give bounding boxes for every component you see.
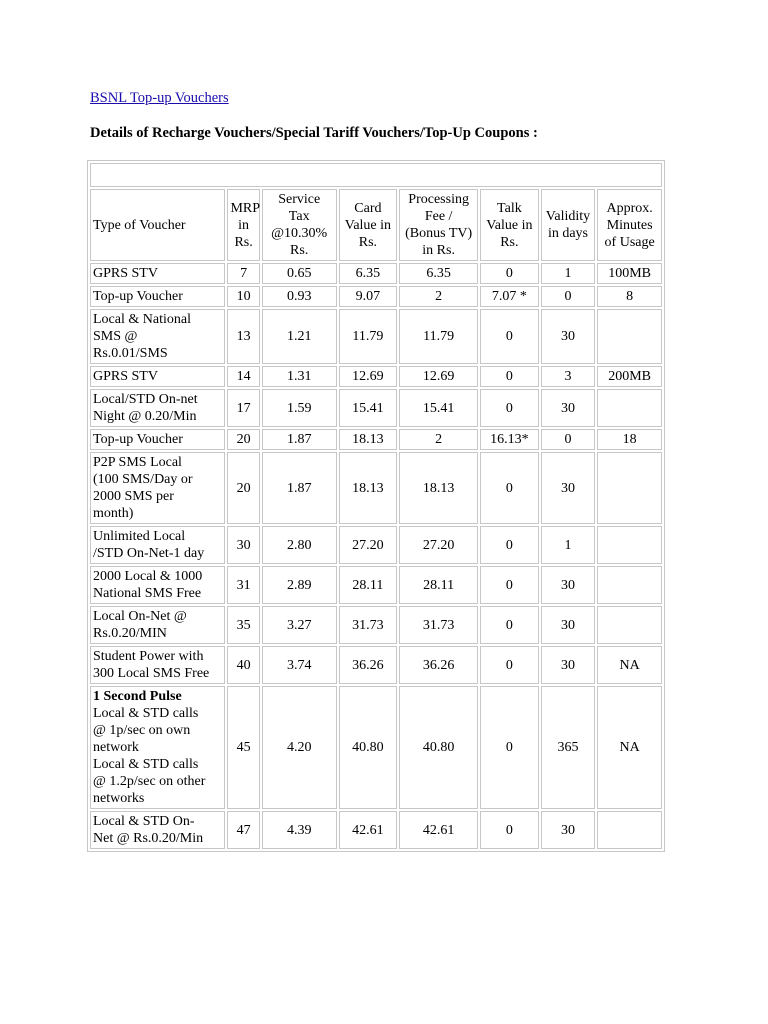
talk-cell: 0 bbox=[480, 606, 539, 644]
mrp-cell: 10 bbox=[227, 286, 259, 307]
minutes-cell: 8 bbox=[597, 286, 662, 307]
talk-cell: 0 bbox=[480, 686, 539, 809]
validity-cell: 30 bbox=[541, 566, 596, 604]
fee-cell: 40.80 bbox=[399, 686, 478, 809]
fee-cell: 42.61 bbox=[399, 811, 478, 849]
voucher-type-line: GPRS STV bbox=[93, 266, 158, 281]
voucher-type-line: 300 Local SMS Free bbox=[93, 666, 210, 681]
voucher-type-line: National SMS Free bbox=[93, 586, 202, 601]
validity-cell: 0 bbox=[541, 429, 596, 450]
voucher-type-cell bbox=[90, 429, 225, 450]
minutes-cell: NA bbox=[597, 686, 662, 809]
minutes-cell bbox=[597, 389, 662, 427]
header-line: Talk bbox=[497, 200, 522, 216]
tax-cell: 3.27 bbox=[262, 606, 337, 644]
voucher-type-line: @ 1p/sec on own bbox=[93, 723, 191, 738]
header-line: of Usage bbox=[604, 234, 655, 250]
validity-cell: 0 bbox=[541, 286, 596, 307]
card-cell: 40.80 bbox=[339, 686, 398, 809]
card-cell: 15.41 bbox=[339, 389, 398, 427]
fee-cell: 28.11 bbox=[399, 566, 478, 604]
voucher-type-line: Local/STD On-net bbox=[93, 392, 198, 407]
voucher-type-line: Student Power with bbox=[93, 649, 204, 664]
bsnl-top-up-vouchers-link[interactable]: BSNL Top-up Vouchers bbox=[90, 90, 229, 106]
header-line: Processing bbox=[408, 192, 469, 207]
mrp-cell: 13 bbox=[227, 309, 259, 364]
header-line: Value in bbox=[486, 217, 533, 233]
card-cell: 12.69 bbox=[339, 366, 398, 387]
header-mrp bbox=[227, 189, 259, 261]
minutes-cell bbox=[597, 811, 662, 849]
tax-cell: 3.74 bbox=[262, 646, 337, 684]
talk-cell: 16.13* bbox=[480, 429, 539, 450]
voucher-type-line: Top-up Voucher bbox=[93, 289, 183, 304]
validity-cell: 30 bbox=[541, 389, 596, 427]
header-card bbox=[339, 189, 398, 261]
table-row bbox=[90, 452, 662, 524]
voucher-type-cell bbox=[90, 263, 225, 284]
voucher-type-line: 2000 SMS per bbox=[93, 489, 174, 504]
voucher-type-cell bbox=[90, 566, 225, 604]
header-type bbox=[90, 189, 225, 261]
fee-cell: 31.73 bbox=[399, 606, 478, 644]
mrp-cell: 14 bbox=[227, 366, 259, 387]
voucher-type-line: /STD On-Net-1 day bbox=[93, 546, 205, 561]
talk-cell: 0 bbox=[480, 366, 539, 387]
minutes-cell: NA bbox=[597, 646, 662, 684]
minutes-cell: 200MB bbox=[597, 366, 662, 387]
tax-cell: 1.21 bbox=[262, 309, 337, 364]
header-line: in bbox=[238, 217, 250, 233]
table-row bbox=[90, 429, 662, 450]
voucher-type-cell bbox=[90, 686, 225, 809]
header-tax bbox=[262, 189, 337, 261]
header-fee bbox=[399, 189, 478, 261]
header-validity bbox=[541, 189, 596, 261]
talk-cell: 0 bbox=[480, 263, 539, 284]
table-row bbox=[90, 263, 662, 284]
header-line: Service bbox=[278, 192, 321, 207]
voucher-type-cell bbox=[90, 452, 225, 524]
card-cell: 36.26 bbox=[339, 646, 398, 684]
mrp-cell: 30 bbox=[227, 526, 259, 564]
header-talk bbox=[480, 189, 539, 261]
tax-cell: 1.59 bbox=[262, 389, 337, 427]
tax-cell: 4.20 bbox=[262, 686, 337, 809]
voucher-type-line: 1 Second Pulse bbox=[93, 689, 182, 704]
talk-cell: 0 bbox=[480, 452, 539, 524]
voucher-type-line: Local On-Net @ bbox=[93, 609, 187, 624]
fee-cell: 2 bbox=[399, 429, 478, 450]
header-line: MRP bbox=[230, 200, 261, 216]
fee-cell: 6.35 bbox=[399, 263, 478, 284]
voucher-type-cell bbox=[90, 606, 225, 644]
header-line: in Rs. bbox=[422, 243, 455, 258]
mrp-cell: 31 bbox=[227, 566, 259, 604]
voucher-type-line: (100 SMS/Day or bbox=[93, 472, 193, 487]
minutes-cell bbox=[597, 452, 662, 524]
voucher-type-line: Local & STD calls bbox=[93, 706, 199, 721]
talk-cell: 0 bbox=[480, 646, 539, 684]
table-row bbox=[90, 811, 662, 849]
header-line: Validity bbox=[545, 209, 591, 224]
voucher-table bbox=[87, 160, 665, 852]
mrp-cell: 47 bbox=[227, 811, 259, 849]
voucher-type-cell bbox=[90, 286, 225, 307]
minutes-cell bbox=[597, 526, 662, 564]
minutes-cell: 18 bbox=[597, 429, 662, 450]
table-row bbox=[90, 606, 662, 644]
talk-cell: 0 bbox=[480, 309, 539, 364]
voucher-type-cell bbox=[90, 389, 225, 427]
fee-cell: 15.41 bbox=[399, 389, 478, 427]
header-line: Rs. bbox=[290, 243, 309, 258]
tax-cell: 0.93 bbox=[262, 286, 337, 307]
voucher-type-line: networks bbox=[93, 791, 145, 806]
mrp-cell: 17 bbox=[227, 389, 259, 427]
talk-cell: 0 bbox=[480, 566, 539, 604]
validity-cell: 3 bbox=[541, 366, 596, 387]
validity-cell: 30 bbox=[541, 606, 596, 644]
fee-cell: 2 bbox=[399, 286, 478, 307]
table-row bbox=[90, 286, 662, 307]
validity-cell: 365 bbox=[541, 686, 596, 809]
minutes-cell bbox=[597, 566, 662, 604]
card-cell: 6.35 bbox=[339, 263, 398, 284]
card-cell: 18.13 bbox=[339, 452, 398, 524]
table-header-row bbox=[90, 189, 662, 261]
voucher-type-line: Local & STD calls bbox=[93, 757, 199, 772]
voucher-type-line: Net @ Rs.0.20/Min bbox=[93, 831, 204, 846]
header-line: Tax bbox=[288, 209, 310, 224]
table-row bbox=[90, 389, 662, 427]
table-row bbox=[90, 686, 662, 809]
fee-cell: 18.13 bbox=[399, 452, 478, 524]
voucher-type-line: Local & STD On- bbox=[93, 814, 195, 829]
table-row bbox=[90, 526, 662, 564]
fee-cell: 27.20 bbox=[399, 526, 478, 564]
header-line: (Bonus TV) bbox=[405, 226, 473, 241]
fee-cell: 12.69 bbox=[399, 366, 478, 387]
tax-cell: 2.89 bbox=[262, 566, 337, 604]
validity-cell: 30 bbox=[541, 646, 596, 684]
voucher-type-line: P2P SMS Local bbox=[93, 455, 182, 470]
validity-cell: 1 bbox=[541, 526, 596, 564]
header-line: Rs. bbox=[358, 234, 378, 250]
tax-cell: 2.80 bbox=[262, 526, 337, 564]
voucher-table-body bbox=[90, 163, 662, 849]
voucher-type-line: network bbox=[93, 740, 139, 755]
table-row bbox=[90, 309, 662, 364]
validity-cell: 1 bbox=[541, 263, 596, 284]
voucher-type-line: Local & National bbox=[93, 312, 191, 327]
card-cell: 42.61 bbox=[339, 811, 398, 849]
page-heading: Details of Recharge Vouchers/Special Tariff Vouchers/Top-Up Coupons : bbox=[90, 125, 538, 141]
card-cell: 11.79 bbox=[339, 309, 398, 364]
voucher-type-line: Night @ 0.20/Min bbox=[93, 409, 197, 424]
header-line: Minutes bbox=[606, 217, 653, 233]
card-cell: 9.07 bbox=[339, 286, 398, 307]
tax-cell: 1.31 bbox=[262, 366, 337, 387]
voucher-type-line: Top-up Voucher bbox=[93, 432, 183, 447]
voucher-type-line: Unlimited Local bbox=[93, 529, 186, 544]
talk-cell: 0 bbox=[480, 389, 539, 427]
validity-cell: 30 bbox=[541, 452, 596, 524]
talk-cell: 7.07 * bbox=[480, 286, 539, 307]
talk-cell: 0 bbox=[480, 526, 539, 564]
validity-cell: 30 bbox=[541, 811, 596, 849]
blank-cell bbox=[90, 163, 662, 187]
mrp-cell: 20 bbox=[227, 429, 259, 450]
table-row bbox=[90, 646, 662, 684]
voucher-type-cell bbox=[90, 366, 225, 387]
voucher-type-cell bbox=[90, 811, 225, 849]
tax-cell: 0.65 bbox=[262, 263, 337, 284]
mrp-cell: 45 bbox=[227, 686, 259, 809]
voucher-type-line: SMS @ bbox=[93, 329, 138, 344]
header-line: in days bbox=[547, 226, 588, 241]
fee-cell: 11.79 bbox=[399, 309, 478, 364]
card-cell: 18.13 bbox=[339, 429, 398, 450]
header-line: Approx. bbox=[606, 200, 653, 216]
voucher-type-cell bbox=[90, 309, 225, 364]
voucher-type-line: month) bbox=[93, 506, 134, 521]
voucher-type-line: Rs.0.20/MIN bbox=[93, 626, 167, 641]
blank-row bbox=[90, 163, 662, 187]
fee-cell: 36.26 bbox=[399, 646, 478, 684]
voucher-type-line: GPRS STV bbox=[93, 369, 158, 384]
header-line: Value in bbox=[344, 217, 392, 233]
header-line: Card bbox=[354, 200, 382, 216]
minutes-cell bbox=[597, 606, 662, 644]
tax-cell: 1.87 bbox=[262, 429, 337, 450]
mrp-cell: 40 bbox=[227, 646, 259, 684]
talk-cell: 0 bbox=[480, 811, 539, 849]
mrp-cell: 7 bbox=[227, 263, 259, 284]
header-line: Type of Voucher bbox=[93, 217, 186, 233]
card-cell: 27.20 bbox=[339, 526, 398, 564]
table-row bbox=[90, 366, 662, 387]
header-line: Fee / bbox=[424, 209, 453, 224]
voucher-type-cell bbox=[90, 646, 225, 684]
voucher-type-line: 2000 Local & 1000 bbox=[93, 569, 203, 584]
header-minutes bbox=[597, 189, 662, 261]
header-line: Rs. bbox=[500, 234, 519, 250]
validity-cell: 30 bbox=[541, 309, 596, 364]
minutes-cell: 100MB bbox=[597, 263, 662, 284]
tax-cell: 1.87 bbox=[262, 452, 337, 524]
tax-cell: 4.39 bbox=[262, 811, 337, 849]
voucher-type-line: Rs.0.01/SMS bbox=[93, 346, 168, 361]
header-line: @10.30% bbox=[271, 226, 328, 241]
table-row bbox=[90, 566, 662, 604]
card-cell: 28.11 bbox=[339, 566, 398, 604]
minutes-cell bbox=[597, 309, 662, 364]
card-cell: 31.73 bbox=[339, 606, 398, 644]
voucher-type-line: @ 1.2p/sec on other bbox=[93, 774, 206, 789]
header-line: Rs. bbox=[234, 234, 253, 250]
mrp-cell: 20 bbox=[227, 452, 259, 524]
voucher-type-cell bbox=[90, 526, 225, 564]
mrp-cell: 35 bbox=[227, 606, 259, 644]
